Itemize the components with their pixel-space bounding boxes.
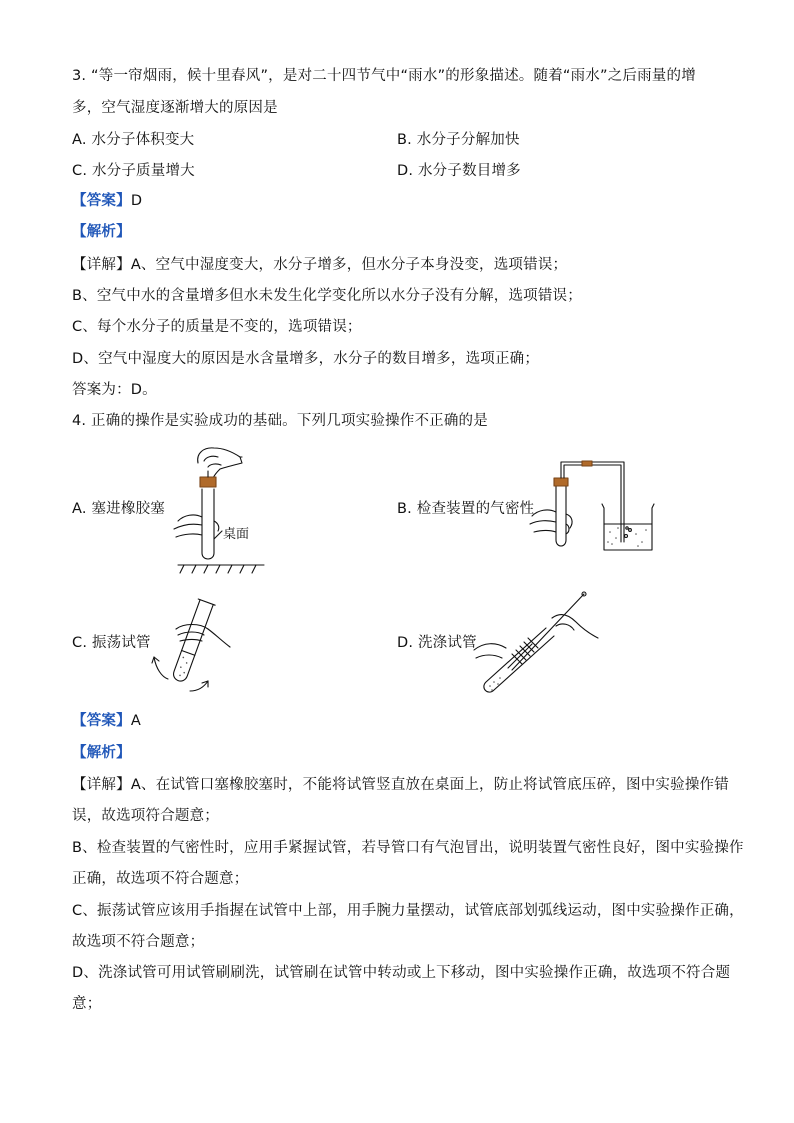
q3-detail-tag: 【详解】 <box>72 257 131 273</box>
q4-detail-b-1: B、检查装置的气密性时，应用手紧握试管，若导管口有气泡冒出，说明装置气密性良好，图中实验操作 <box>72 840 744 856</box>
q4-detail-tag: 【详解】 <box>72 777 131 793</box>
q4-answer-tag: 【答案】 <box>72 713 131 729</box>
q4-detail-c-1: C、振荡试管应该用手指握在试管中上部，用手腕力量摆动，试管底部划弧线运动，图中实验操作正确， <box>72 903 744 919</box>
q4-detail-d-1: D、洗涤试管可用试管刷刷洗，试管刷在试管中转动或上下移动，图中实验操作正确，故选项不符合题 <box>72 965 731 981</box>
q4-option-d: D. 洗涤试管 <box>397 635 477 651</box>
q3-detail-b: B、空气中水的含量增多但水未发生化学变化所以水分子没有分解，选项错误； <box>72 288 582 304</box>
q3-conclusion: 答案为：D。 <box>72 382 157 398</box>
q3-option-a: A. 水分子体积变大 <box>72 132 195 148</box>
q4-detail-c-2: 故选项不符合题意； <box>72 934 205 950</box>
q4-detail-a-1: A、在试管口塞橡胶塞时，不能将试管竖直放在桌面上，防止将试管底压碎，图中实验操作错 <box>130 777 729 793</box>
q4-option-a: A. 塞进橡胶塞 <box>72 501 165 517</box>
q3-option-d: D. 水分子数目增多 <box>397 163 521 179</box>
q4-detail-b-2: 正确，故选项不符合题意； <box>72 871 249 887</box>
q3-detail-d: D、空气中湿度大的原因是水含量增多，水分子的数目增多，选项正确； <box>72 351 540 367</box>
q4-option-c: C. 振荡试管 <box>72 635 151 651</box>
figure-airtightness-check <box>528 458 664 556</box>
q4-detail-d-2: 意； <box>72 996 102 1012</box>
q4-option-b: B. 检查装置的气密性 <box>397 501 535 517</box>
q4-detail-a-line1 <box>72 775 729 795</box>
figure-shake-tube <box>150 595 240 695</box>
figure-wash-tube <box>472 590 606 700</box>
q3-detail-c: C、每个水分子的质量是不变的，选项错误； <box>72 319 362 335</box>
q3-option-b: B. 水分子分解加快 <box>397 132 520 148</box>
q3-answer: D <box>130 193 143 209</box>
figure-a-label: 桌面 <box>223 527 250 542</box>
q3-answer-line <box>72 191 142 211</box>
q3-detail-a: A、空气中湿度变大，水分子增多，但水分子本身没变，选项错误； <box>130 257 568 273</box>
q4-stem: 4. 正确的操作是实验成功的基础。下列几项实验操作不正确的是 <box>72 413 488 429</box>
q3-stem-line2: 多，空气湿度逐渐增大的原因是 <box>72 100 278 116</box>
q4-answer: A <box>130 713 141 729</box>
q4-answer-line <box>72 711 141 731</box>
q3-analysis-tag: 【解析】 <box>72 224 131 240</box>
q4-analysis-tag: 【解析】 <box>72 745 131 761</box>
q3-answer-tag: 【答案】 <box>72 193 131 209</box>
q3-option-c: C. 水分子质量增大 <box>72 163 195 179</box>
q3-detail-a-line <box>72 255 567 275</box>
figure-insert-stopper <box>168 443 268 575</box>
q3-stem-line1: 3. “等一帘烟雨，候十里春风”，是对二十四节气中“雨水”的形象描述。随着“雨水”之后雨量的增 <box>72 68 696 84</box>
q4-detail-a-2: 误，故选项符合题意； <box>72 808 219 824</box>
